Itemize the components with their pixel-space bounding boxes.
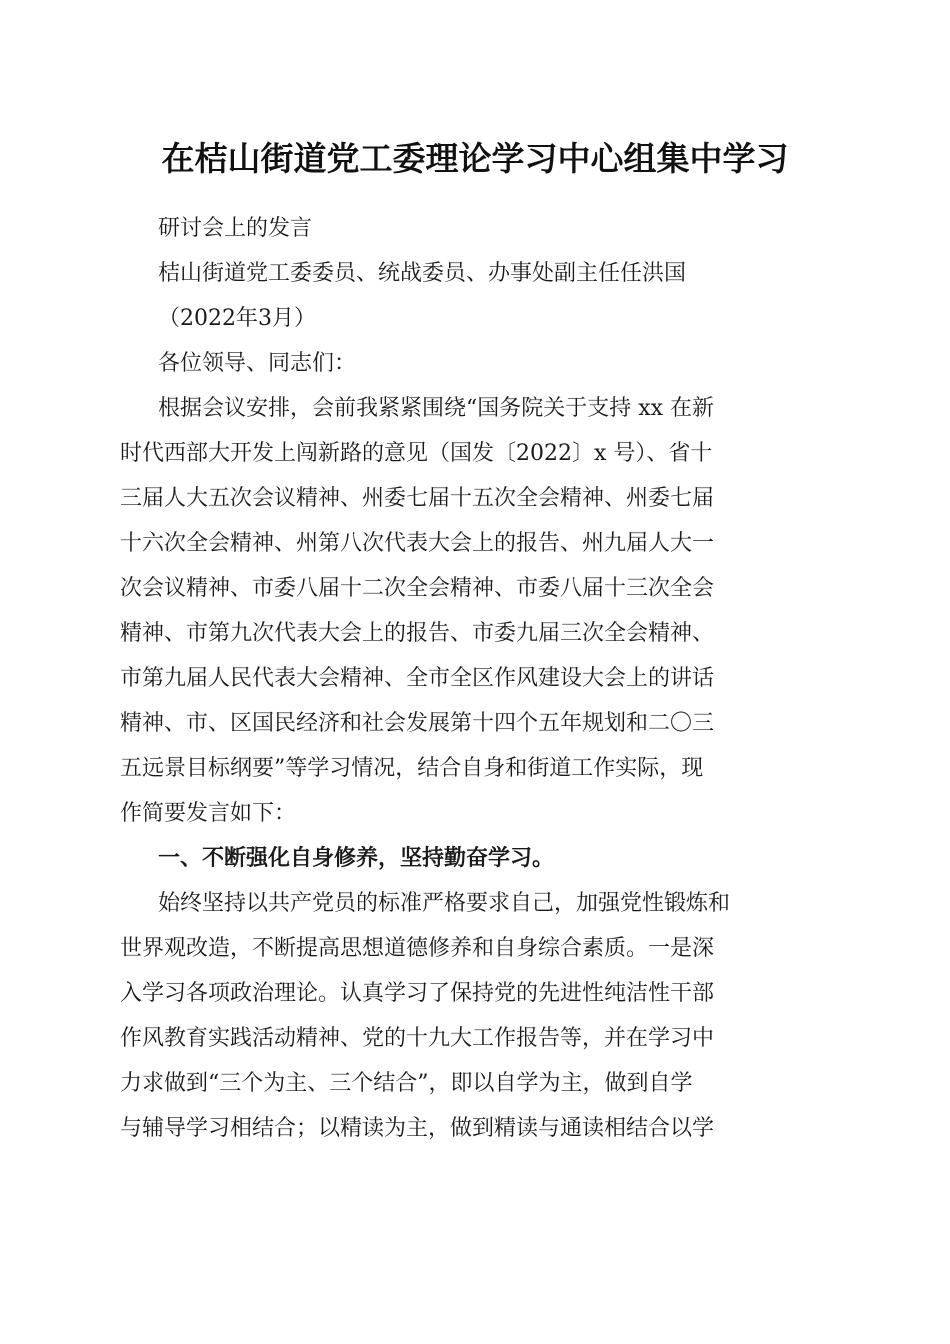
section-heading: 一、不断强化自身修养，坚持勤奋学习。 [158, 846, 555, 871]
paragraph-line: 世界观改造，不断提高思想道德修养和自身综合素质。一是深 [120, 936, 715, 961]
paragraph-line: 时代西部大开发上闯新路的意见（国发〔2022〕x 号）、省十 [120, 441, 713, 466]
paragraph-line: 入学习各项政治理论。认真学习了保持党的先进性纯洁性干部 [120, 981, 715, 1006]
paragraph-line: 精神、市第九次代表大会上的报告、市委九届三次全会精神、 [120, 621, 715, 646]
paragraph-line: 精神、市、区国民经济和社会发展第十四个五年规划和二〇三 [120, 711, 715, 736]
paragraph-line: 十六次全会精神、州第八次代表大会上的报告、州九届人大一 [120, 531, 715, 556]
document-body [120, 206, 832, 1151]
paragraph-line: 市第九届人民代表大会精神、全市全区作风建设大会上的讲话 [120, 666, 715, 691]
document-title: 在桔山街道党工委理论学习中心组集中学习 [161, 139, 789, 178]
paragraph-line: 作风教育实践活动精神、党的十九大工作报告等，并在学习中 [120, 1026, 715, 1051]
paragraph-line: 五远景目标纲要”等学习情况，结合自身和街道工作实际，现 [120, 756, 704, 781]
paragraph-line: 三届人大五次会议精神、州委七届十五次全会精神、州委七届 [120, 486, 715, 511]
paragraph-line: 与辅导学习相结合；以精读为主，做到精读与通读相结合以学 [120, 1116, 715, 1141]
paragraph-line: 作简要发言如下： [120, 801, 297, 826]
salutation: 各位领导、同志们： [158, 351, 357, 376]
subtitle: 研讨会上的发言 [158, 216, 313, 241]
paragraph-line: 始终坚持以共产党员的标准严格要求自己，加强党性锻炼和 [158, 891, 731, 916]
paragraph-line: 根据会议安排，会前我紧紧围绕“国务院关于支持 xx 在新 [158, 396, 715, 421]
date-line: （2022年3月） [158, 306, 316, 331]
paragraph-line: 次会议精神、市委八届十二次全会精神、市委八届十三次全会 [120, 576, 715, 601]
paragraph-line: 力求做到“三个为主、三个结合”，即以自学为主，做到自学 [120, 1071, 693, 1096]
author-line: 桔山街道党工委委员、统战委员、办事处副主任任洪国 [158, 261, 687, 286]
